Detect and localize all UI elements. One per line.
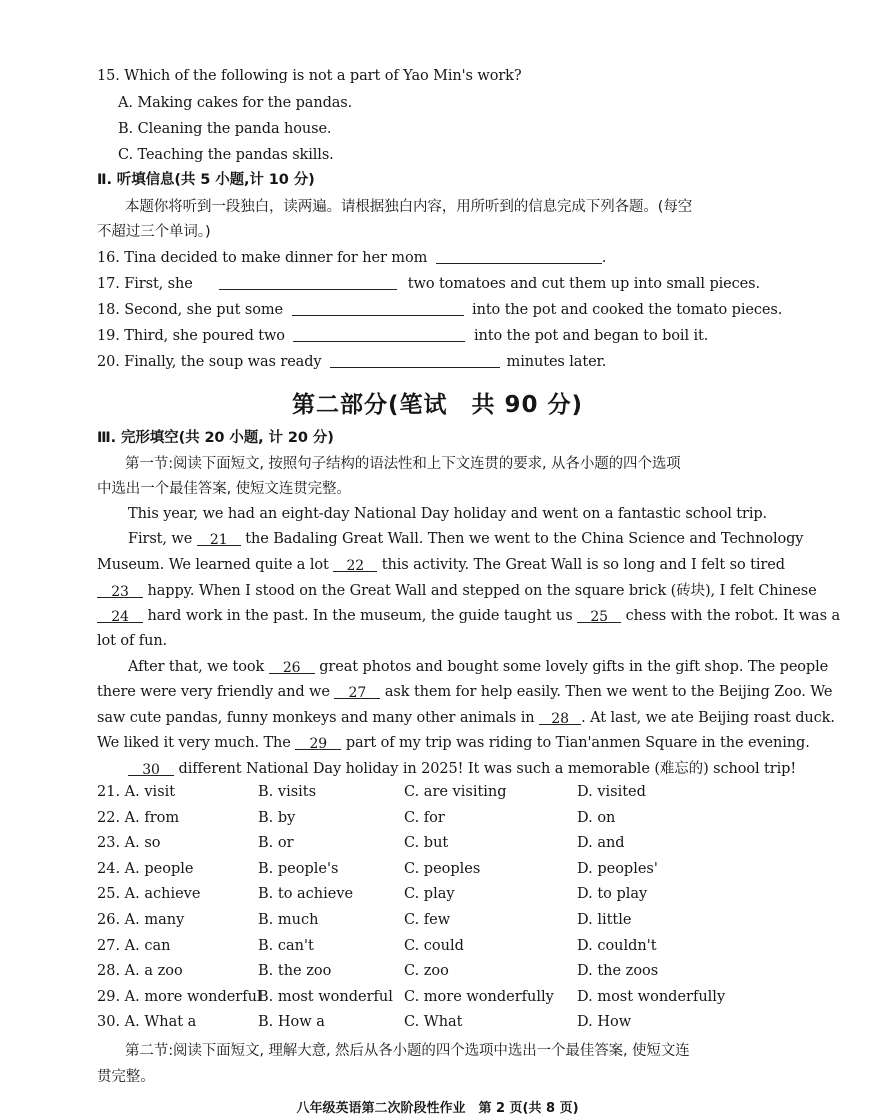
section-2-instruction-cont: 不超过三个单词。)	[97, 224, 211, 240]
blank-23[interactable]	[97, 583, 143, 598]
fill-20	[97, 352, 606, 372]
passage-line	[128, 657, 828, 677]
option-22-b[interactable]: B. by	[258, 809, 296, 826]
blank-number: 26	[282, 660, 301, 676]
option-26-d[interactable]: D. little	[577, 912, 632, 928]
passage-line: This year, we had an eight-day National Day holiday and went on a fantastic school trip.	[128, 506, 768, 522]
passage-line	[97, 606, 840, 626]
blank-number: 28	[551, 711, 569, 727]
option-25-a[interactable]: 25. A. achieve	[97, 886, 201, 903]
option-30-c[interactable]: C. What	[404, 1014, 463, 1031]
option-27-c[interactable]: C. could	[404, 937, 464, 954]
option-21-c[interactable]: C. are visiting	[404, 784, 507, 800]
fill-17-text-after: two tomatoes and cut them up into small pieces.	[407, 276, 761, 292]
blank-29[interactable]	[295, 735, 341, 750]
option-23-a[interactable]: 23. A. so	[97, 835, 161, 852]
fill-20-blank[interactable]	[330, 353, 500, 368]
option-28-a[interactable]: 28. A. a zoo	[97, 963, 183, 980]
blank-number: 23	[111, 584, 129, 600]
option-26-a[interactable]: 26. A. many	[97, 912, 185, 928]
option-23-c[interactable]: C. but	[404, 835, 449, 852]
option-24-d[interactable]: D. peoples'	[577, 860, 658, 877]
option-26-c[interactable]: C. few	[404, 912, 451, 928]
q15-option-b: B. Cleaning the panda house.	[118, 121, 332, 137]
passage-text: Museum. We learned quite a lot	[97, 557, 329, 573]
option-27-a[interactable]: 27. A. can	[97, 937, 171, 954]
q15-option-a: A. Making cakes for the pandas.	[118, 95, 353, 111]
cloze-section-2-instruction-cont: 贯完整。	[97, 1069, 155, 1085]
fill-19-text: 19. Third, she poured two	[97, 328, 285, 344]
option-24-b[interactable]: B. people's	[258, 860, 339, 877]
blank-number: 21	[209, 532, 228, 548]
blank-30[interactable]	[128, 761, 174, 776]
option-29-b[interactable]: B. most wonderful	[258, 988, 393, 1005]
option-21-a[interactable]: 21. A. visit	[97, 784, 176, 800]
blank-number: 30	[142, 762, 160, 778]
fill-16-blank[interactable]	[436, 249, 602, 264]
blank-22[interactable]	[333, 557, 377, 572]
blank-26[interactable]	[269, 659, 315, 674]
passage-line	[97, 733, 810, 753]
cloze-section-2-instruction: 第二节:阅读下面短文, 理解大意, 然后从各小题的四个选项中选出一个最佳答案, 使短文连	[125, 1043, 690, 1059]
passage-text: ask them for help easily. Then we went to the Beijing Zoo. We	[384, 684, 833, 700]
blank-28[interactable]	[539, 710, 581, 725]
fill-17	[97, 274, 760, 294]
option-30-b[interactable]: B. How a	[258, 1014, 325, 1031]
option-28-b[interactable]: B. the zoo	[258, 963, 332, 980]
blank-27[interactable]	[334, 684, 380, 699]
section-2-heading: Ⅱ. 听填信息(共 5 小题,计 10 分)	[97, 172, 315, 188]
option-29-d[interactable]: D. most wonderfully	[577, 988, 726, 1005]
passage-text: the Badaling Great Wall. Then we went to the China Science and Technology	[245, 531, 804, 547]
cloze-instruction-cont: 中选出一个最佳答案, 使短文连贯完整。	[97, 481, 351, 497]
passage-text: there were very friendly and we	[97, 684, 330, 700]
blank-number: 22	[346, 558, 365, 574]
option-22-d[interactable]: D. on	[577, 809, 616, 826]
passage-line	[97, 581, 817, 601]
q15-option-c: C. Teaching the pandas skills.	[118, 147, 334, 163]
option-23-d[interactable]: D. and	[577, 835, 625, 852]
blank-number: 25	[590, 609, 608, 625]
page-footer: 八年级英语第二次阶段性作业 第 2 页(共 8 页)	[296, 1101, 579, 1116]
passage-text: great photos and bought some lovely gifts in the gift shop. The people	[319, 659, 829, 675]
passage-text: After that, we took	[128, 659, 265, 675]
option-29-a[interactable]: 29. A. more wonderful	[97, 988, 262, 1005]
option-25-c[interactable]: C. play	[404, 886, 455, 903]
passage-line	[97, 708, 835, 728]
fill-16-text: 16. Tina decided to make dinner for her mom	[97, 250, 428, 266]
passage-line	[128, 529, 803, 549]
passage-text: . At last, we ate Beijing roast duck.	[581, 710, 835, 726]
fill-18-text-after: into the pot and cooked the tomato pieces.	[472, 302, 783, 318]
blank-24[interactable]	[97, 608, 143, 623]
option-22-c[interactable]: C. for	[404, 809, 445, 826]
fill-19	[97, 326, 708, 346]
passage-text: We liked it very much. The	[97, 735, 291, 751]
passage-text: hard work in the past. In the museum, the guide taught us	[147, 608, 573, 624]
fill-16	[97, 248, 606, 268]
passage-line: lot of fun.	[97, 633, 168, 649]
blank-number: 29	[309, 736, 328, 752]
option-23-b[interactable]: B. or	[258, 835, 294, 852]
passage-text: saw cute pandas, funny monkeys and many other animals in	[97, 710, 535, 726]
option-27-b[interactable]: B. can't	[258, 937, 314, 954]
fill-17-blank[interactable]	[219, 275, 397, 290]
option-25-b[interactable]: B. to achieve	[258, 886, 354, 903]
blank-25[interactable]	[577, 608, 621, 623]
option-21-b[interactable]: B. visits	[258, 784, 317, 800]
option-28-d[interactable]: D. the zoos	[577, 963, 659, 980]
option-27-d[interactable]: D. couldn't	[577, 937, 657, 954]
passage-line	[97, 555, 785, 575]
fill-18	[97, 300, 782, 320]
fill-19-text-after: into the pot and began to boil it.	[473, 328, 709, 344]
fill-20-text: 20. Finally, the soup was ready	[97, 354, 322, 370]
cloze-heading: Ⅲ. 完形填空(共 20 小题, 计 20 分)	[97, 430, 334, 446]
passage-line	[128, 759, 796, 779]
fill-18-blank[interactable]	[292, 301, 464, 316]
blank-number: 24	[111, 609, 129, 625]
option-25-d[interactable]: D. to play	[577, 886, 648, 903]
blank-21[interactable]	[197, 531, 241, 546]
passage-text: part of my trip was riding to Tian'anmen Square in the evening.	[345, 735, 810, 751]
option-29-c[interactable]: C. more wonderfully	[404, 988, 554, 1005]
passage-text: this activity. The Great Wall is so long and I felt so tired	[381, 557, 785, 573]
option-28-c[interactable]: C. zoo	[404, 963, 449, 980]
part-2-title: 第二部分(笔试 共 90 分)	[291, 392, 584, 418]
cloze-instruction: 第一节:阅读下面短文, 按照句子结构的语法性和上下文连贯的要求, 从各小题的四个选项	[125, 456, 681, 472]
option-26-b[interactable]: B. much	[258, 912, 319, 928]
fill-17-text: 17. First, she	[97, 276, 193, 292]
passage-text: happy. When I stood on the Great Wall and stepped on the square brick (砖块), I felt Chinese	[147, 583, 817, 599]
option-21-d[interactable]: D. visited	[577, 784, 646, 800]
option-24-a[interactable]: 24. A. people	[97, 860, 194, 877]
passage-text: First, we	[128, 531, 193, 547]
passage-text: chess with the robot. It was a	[625, 608, 841, 624]
section-2-instruction: 本题你将听到一段独白，读两遍。请根据独白内容，用所听到的信息完成下列各题。(每空	[125, 199, 693, 215]
option-22-a[interactable]: 22. A. from	[97, 809, 180, 826]
option-30-a[interactable]: 30. A. What a	[97, 1014, 197, 1031]
fill-19-blank[interactable]	[293, 327, 465, 342]
passage-text: different National Day holiday in 2025! It was such a memorable (难忘的) school trip!	[178, 761, 797, 777]
fill-16-end: .	[601, 250, 607, 266]
option-30-d[interactable]: D. How	[577, 1014, 632, 1031]
question-15: 15. Which of the following is not a part of Yao Min's work?	[97, 68, 522, 84]
passage-line	[97, 682, 832, 702]
fill-20-text-after: minutes later.	[506, 354, 607, 370]
option-24-c[interactable]: C. peoples	[404, 860, 481, 877]
blank-number: 27	[348, 685, 367, 701]
fill-18-text: 18. Second, she put some	[97, 302, 284, 318]
